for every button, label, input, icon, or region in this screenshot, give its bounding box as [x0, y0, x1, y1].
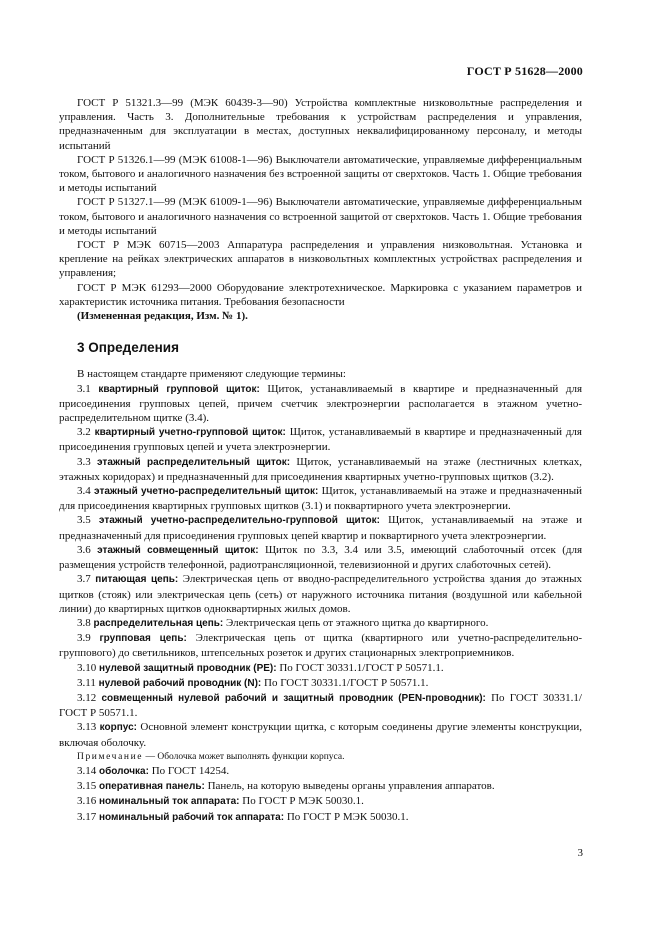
term-text: По ГОСТ 30331.1/ГОСТ Р 50571.1.	[59, 691, 582, 720]
term-name: квартирный групповой щиток:	[98, 383, 260, 395]
term-number: 3.14	[77, 764, 97, 777]
page-number: 3	[577, 847, 583, 859]
term-number: 3.8	[77, 616, 91, 629]
term-text: Щиток, устанавливаемый на этаже и предназначенный для присоединения квартирных групповых щитков (3.1) и поквартирного учета электроэнергии.	[59, 485, 583, 513]
term-number: 3.4	[77, 485, 91, 498]
term-text: Электрическая цепь от этажного щитка до квартирного.	[223, 616, 489, 629]
term-definition	[59, 720, 582, 749]
term-name: этажный учетно-распределительно-групповой щиток:	[98, 515, 380, 527]
term-name: этажный распределительный щиток:	[97, 456, 291, 468]
term-definition	[59, 810, 582, 825]
term-definition	[59, 513, 582, 542]
term-number: 3.2	[77, 426, 91, 439]
reference-item: ГОСТ Р МЭК 61293—2000 Оборудование электротехническое. Маркировка с указанием параметров и характеристик источника питания. Требования безопасности	[59, 281, 582, 308]
term-number: 3.10	[77, 661, 97, 674]
term-number: 3.17	[77, 810, 97, 823]
reference-item: ГОСТ Р МЭК 60715—2003 Аппаратура распределения и управления низковольтная. Установка и крепление на рейках электрических аппаратов в низковольтных комплектных устройствах распределения и управления;	[59, 239, 582, 280]
term-name: нулевой защитный проводник (PE):	[99, 662, 277, 674]
term-definition	[59, 382, 582, 426]
term-definition	[59, 631, 582, 660]
term-text: Щиток, устанавливаемый на этаже и предназначенный для присоединения групповых цепей квартир и поквартирного учета электроэнергии.	[59, 514, 582, 542]
term-name: корпус:	[99, 722, 138, 734]
term-number: 3.13	[77, 721, 97, 734]
document-body	[59, 96, 582, 825]
term-text: По ГОСТ Р МЭК 50030.1.	[239, 795, 364, 808]
term-name: этажный учетно-распределительный щиток:	[94, 486, 319, 498]
term-definition	[59, 484, 582, 513]
term-text: Основной элемент конструкции щитка, с которым соединены другие элементы конструкции, включая оболочку.	[59, 721, 583, 749]
term-name: групповая цепь:	[99, 633, 187, 645]
term-definition	[59, 691, 582, 720]
term-definition	[59, 764, 582, 779]
reference-item: ГОСТ Р 51327.1—99 (МЭК 61009-1—96) Выключатели автоматические, управляемые дифференциальным током, бытового и аналогичного назначения со встроенной защитой от сверхтоков. Часть 1. Общие требования и методы испытаний	[59, 196, 582, 237]
term-text: Электрическая цепь от щитка (квартирного или учетно-распределительно-группового) до светильников, штепсельных розеток и других стационарных электроприемников.	[59, 632, 583, 660]
term-text: По ГОСТ Р МЭК 50030.1.	[284, 810, 409, 823]
term-number: 3.3	[77, 455, 91, 468]
term-definition	[59, 779, 582, 794]
term-definition	[59, 794, 582, 809]
terms-list-continued	[59, 764, 582, 825]
section-intro: В настоящем стандарте применяют следующие термины:	[77, 368, 346, 381]
term-name: питающая цепь:	[95, 574, 179, 586]
term-number: 3.9	[77, 632, 91, 645]
term-text: По ГОСТ 14254.	[148, 764, 230, 777]
term-definition	[59, 543, 582, 572]
note	[59, 750, 582, 764]
reference-item: ГОСТ Р 51321.3—99 (МЭК 60439-3—90) Устройства комплектные низковольтные распределения и управления. Часть 3. Дополнительные требования к устройствам распределения и управления, предназначенным для эксплуатации в местах, доступных неквалифицированному персоналу, и методы испытаний	[59, 97, 582, 152]
term-name: номинальный рабочий ток аппарата:	[99, 811, 285, 823]
term-number: 3.12	[77, 691, 97, 704]
term-number: 3.7	[77, 573, 91, 586]
amendment-note: (Измененная редакция, Изм. № 1).	[77, 310, 248, 323]
term-text: Щиток по 3.3, 3.4 или 3.5, имеющий слаботочный отсек (для размещения устройств телефонной, радиотрансляционной, телевизионной и других слаботочных сетей).	[59, 543, 582, 572]
term-definition	[59, 661, 582, 676]
term-name: нулевой рабочий проводник (N):	[98, 677, 262, 689]
note-label: Примечание	[77, 751, 144, 762]
note-text: — Оболочка может выполнять функции корпуса.	[143, 751, 345, 762]
term-text: Панель, на которую выведены органы управления аппаратов.	[204, 780, 495, 793]
term-definition	[59, 676, 582, 691]
term-definition	[59, 455, 582, 484]
term-name: оболочка:	[99, 765, 149, 777]
term-number: 3.11	[77, 676, 96, 689]
terms-list	[59, 382, 582, 750]
term-number: 3.15	[77, 780, 97, 793]
term-name: оперативная панель:	[99, 781, 205, 793]
term-name: номинальный ток аппарата:	[99, 796, 240, 808]
term-text: По ГОСТ 30331.1/ГОСТ Р 50571.1.	[276, 661, 444, 674]
term-number: 3.6	[77, 543, 91, 556]
term-definition	[59, 616, 582, 631]
term-text: По ГОСТ 30331.1/ГОСТ Р 50571.1.	[261, 676, 429, 689]
reference-item: ГОСТ Р 51326.1—99 (МЭК 61008-1—96) Выключатели автоматические, управляемые дифференциальным током, бытового и аналогичного назначения без встроенной защиты от сверхтоков. Часть 1. Общие требования и методы испытаний	[59, 153, 582, 195]
term-name: распределительная цепь:	[93, 617, 224, 629]
term-name: этажный совмещенный щиток:	[97, 544, 259, 556]
term-text: Щиток, устанавливаемый на этаже (лестничных клетках, этажных коридорах) и предназначенный для присоединения квартирных учетно-групповых щитков (3.2).	[59, 455, 582, 483]
section-heading: 3 Определения	[77, 340, 179, 356]
term-definition	[59, 572, 582, 616]
term-name: квартирный учетно-групповой щиток:	[94, 427, 286, 439]
term-number: 3.1	[77, 382, 91, 395]
term-number: 3.5	[77, 514, 91, 527]
term-number: 3.16	[77, 795, 97, 808]
term-text: Щиток, устанавливаемый в квартире и предназначенный для присоединения групповых цепей и учета электроэнергии.	[59, 426, 582, 454]
references-list	[59, 96, 582, 323]
term-definition	[59, 425, 582, 454]
term-name: совмещенный нулевой рабочий и защитный проводник (PEN-проводник):	[101, 692, 486, 704]
document-header: ГОСТ Р 51628—2000	[466, 64, 583, 78]
term-text: Электрическая цепь от вводно-распределительного устройства здания до этажных щитков (стояк) или электрическая цепь (сеть) от наружного источника питания (воздушной или кабельной линии) до квартирных щитков одноквартирных жилых домов.	[59, 573, 582, 615]
term-text: Щиток, устанавливаемый в квартире и предназначенный для присоединения групповых цепей, причем счетчик электроэнергии располагается в этажном учетно-распределительном щитке (3.4).	[59, 382, 582, 425]
